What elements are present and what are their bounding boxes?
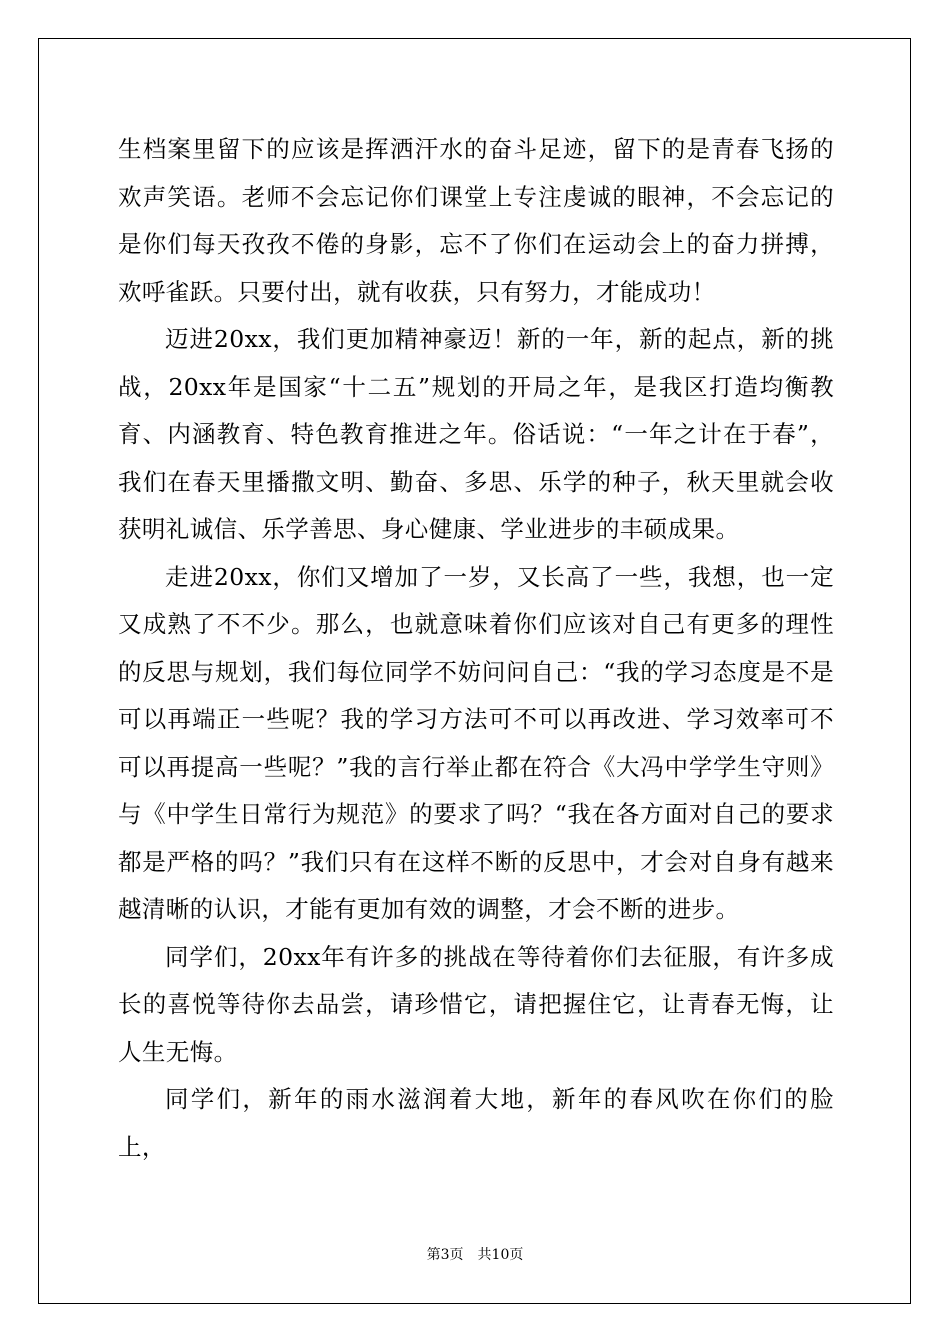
page-number: 第3页: [426, 1247, 464, 1263]
page-total: 共10页: [477, 1247, 524, 1263]
paragraph: 迈进20xx，我们更加精神豪迈！新的一年，新的起点，新的挑战，20xx年是国家“十二五”规划的开局之年，是我区打造均衡教育、内涵教育、特色教育推进之年。俗话说：“一年之计在于春”，我们在春天里播撒文明、勤奋、多思、乐学的种子，秋天里就会收获明礼诚信、乐学善思、身心健康、学业进步的丰硕成果。: [118, 325, 834, 543]
paragraph: 生档案里留下的应该是挥洒汗水的奋斗足迹，留下的是青春飞扬的欢声笑语。老师不会忘记你们课堂上专注虔诚的眼神，不会忘记的是你们每天孜孜不倦的身影，忘不了你们在运动会上的奋力拼搏，欢呼雀跃。只要付出，就有收获，只有努力，才能成功！: [118, 135, 834, 306]
paragraph: 同学们，新年的雨水滋润着大地，新年的春风吹在你们的脸上，: [118, 1085, 834, 1161]
paragraph: 走进20xx，你们又增加了一岁，又长高了一些，我想，也一定又成熟了不不少。那么，也就意味着你们应该对自己有更多的理性的反思与规划，我们每位同学不妨问问自己：“我的学习态度是不是可以再端正一些呢？我的学习方法可不可以再改进、学习效率可不可以再提高一些呢？”我的言行举止都在符合《大冯中学学生守则》与《中学生日常行为规范》的要求了吗？“我在各方面对自己的要求都是严格的吗？”我们只有在这样不断的反思中，才会对自身有越来越清晰的认识，才能有更加有效的调整，才会不断的进步。: [118, 562, 834, 923]
document-body: [118, 126, 834, 1171]
paragraph: 同学们，20xx年有许多的挑战在等待着你们去征服，有许多成长的喜悦等待你去品尝，请珍惜它，请把握住它，让青春无悔，让人生无悔。: [118, 942, 834, 1066]
page-footer: [0, 1246, 950, 1264]
